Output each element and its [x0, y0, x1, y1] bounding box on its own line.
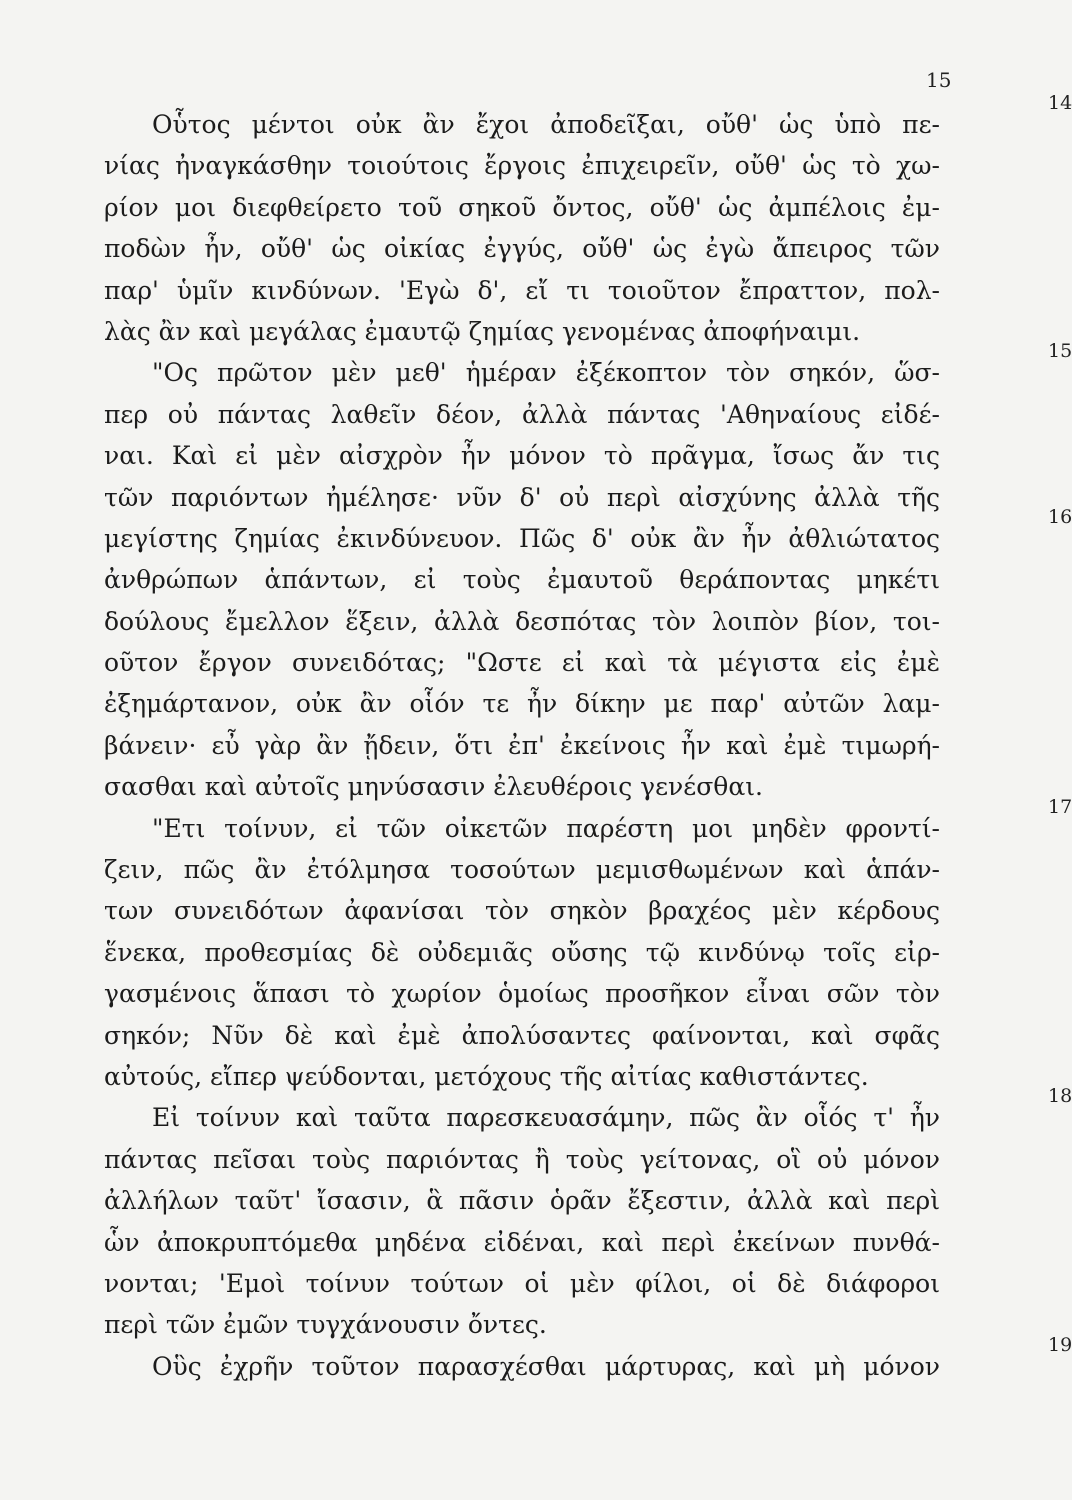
text-line	[104, 477, 940, 518]
text-line-content: τῶν παριόντων ἠμέλησε· νῦν δ' οὐ περὶ αἰσχύνης ἀλλὰ τῆς	[104, 482, 940, 512]
text-line	[104, 642, 940, 683]
text-line	[104, 1304, 940, 1345]
text-line-content: ρίον μοι διεφθείρετο τοῦ σηκοῦ ὄντος, οὔθ' ὡς ἀμπέλοις ἐμ-	[104, 192, 940, 222]
text-line	[104, 766, 940, 807]
text-line	[104, 683, 940, 724]
text-line-content: μεγίστης ζημίας ἐκινδύνευον. Πῶς δ' οὐκ ἂν ἦν ἀθλιώτατος	[104, 523, 940, 553]
text-line	[104, 311, 940, 352]
text-line	[104, 1015, 940, 1056]
text-line	[104, 187, 940, 228]
section-number: 15	[1048, 340, 1072, 363]
text-line	[104, 435, 940, 476]
text-line-content: σηκόν; Νῦν δὲ καὶ ἐμὲ ἀπολύσαντες φαίνονται, καὶ σφᾶς	[104, 1020, 940, 1050]
text-line-content: "Ος πρῶτον μὲν μεθ' ἡμέραν ἐξέκοπτον τὸν σηκόν, ὥσ-	[152, 358, 940, 388]
text-line-content: ἐξημάρτανον, οὐκ ἂν οἷόν τε ἦν δίκην με παρ' αὐτῶν λαμ-	[104, 689, 940, 719]
text-line	[104, 849, 940, 890]
text-line	[104, 932, 940, 973]
text-line	[104, 228, 940, 269]
section-number: 16	[1048, 505, 1072, 528]
text-line-content: "Ετι τοίνυν, εἰ τῶν οἰκετῶν παρέστη μοι μηδὲν φροντί-	[152, 813, 940, 843]
text-line-content: των συνειδότων ἀφανίσαι τὸν σηκὸν βραχέος μὲν κέρδους	[104, 896, 940, 926]
text-line	[104, 1222, 940, 1263]
text-line	[104, 1333, 1072, 1387]
text-line-content: γασμένοις ἅπασι τὸ χωρίον ὁμοίως προσῆκον εἶναι σῶν τὸν	[104, 979, 940, 1009]
text-line	[104, 1180, 940, 1221]
text-line-content: παρ' ὑμῖν κινδύνων. 'Εγὼ δ', εἴ τι τοιοῦτον ἔπραττον, πολ-	[104, 275, 940, 305]
text-line-content: βάνειν· εὖ γὰρ ἂν ᾔδειν, ὅτι ἐπ' ἐκείνοις ἦν καὶ ἐμὲ τιμωρή-	[104, 730, 940, 760]
text-line-content: ἀλλήλων ταῦτ' ἴσασιν, ἃ πᾶσιν ὁρᾶν ἔξεστιν, ἀλλὰ καὶ περὶ	[104, 1186, 940, 1216]
text-line-content: περ οὐ πάντας λαθεῖν δέον, ἀλλὰ πάντας 'Αθηναίους εἰδέ-	[104, 399, 940, 429]
text-line-content: περὶ τῶν ἐμῶν τυγχάνουσιν ὄντες.	[104, 1310, 547, 1340]
text-line	[104, 92, 1072, 145]
text-line	[104, 1139, 940, 1180]
text-line-content: οῦτον ἔργον συνειδότας; "Ωστε εἰ καὶ τὰ μέγιστα εἰς ἐμὲ	[104, 648, 940, 678]
text-line-content: πάντας πεῖσαι τοὺς παριόντας ἢ τοὺς γείτονας, οἳ οὐ μόνον	[104, 1144, 940, 1174]
text-line-content: σασθαι καὶ αὐτοῖς μηνύσασιν ἐλευθέροις γενέσθαι.	[104, 772, 763, 802]
text-line-content: νονται; 'Εμοὶ τοίνυν τούτων οἱ μὲν φίλοι, οἱ δὲ διάφοροι	[104, 1268, 940, 1298]
text-line-content: ποδὼν ἦν, οὔθ' ὡς οἰκίας ἐγγύς, οὔθ' ὡς ἐγὼ ἄπειρος τῶν	[104, 234, 940, 264]
section-number: 14	[1048, 92, 1072, 114]
text-line	[104, 1056, 940, 1097]
text-line	[104, 725, 940, 766]
text-line-content: δούλους ἔμελλον ἕξειν, ἀλλὰ δεσπότας τὸν λοιπὸν βίον, τοι-	[104, 606, 940, 636]
text-line	[104, 340, 1072, 393]
text-line-content: Οὗτος μέντοι οὐκ ἂν ἔχοι ἀποδεῖξαι, οὔθ' ὡς ὑπὸ πε-	[152, 110, 940, 139]
section-number: 18	[1048, 1085, 1072, 1108]
text-line-content: λὰς ἂν καὶ μεγάλας ἐμαυτῷ ζημίας γενομένας ἀποφήναιμι.	[104, 316, 861, 346]
text-line	[104, 1085, 1072, 1138]
section-number: 19	[1048, 1333, 1072, 1356]
text-line-content: Οὓς ἐχρῆν τοῦτον παρασχέσθαι μάρτυρας, καὶ μὴ μόνον	[152, 1351, 940, 1381]
text-line-content: ἕνεκα, προθεσμίας δὲ οὐδεμιᾶς οὔσης τῷ κινδύνῳ τοῖς εἰρ-	[104, 937, 940, 967]
text-line	[104, 795, 1072, 849]
text-line-content: ὧν ἀποκρυπτόμεθα μηδένα εἰδέναι, καὶ περὶ ἐκείνων πυνθά-	[104, 1227, 940, 1257]
text-line-content: ναι. Καὶ εἰ μὲν αἰσχρὸν ἦν μόνον τὸ πρᾶγμα, ἴσως ἄν τις	[104, 441, 940, 471]
text-line	[104, 601, 940, 642]
text-line	[104, 1263, 940, 1304]
section-number: 17	[1048, 795, 1072, 818]
text-line	[104, 890, 940, 931]
text-line-content: ἀνθρώπων ἁπάντων, εἰ τοὺς ἐμαυτοῦ θεράποντας μηκέτι	[104, 565, 940, 595]
text-line	[104, 559, 940, 600]
text-line	[104, 394, 940, 435]
text-line-content: αὐτούς, εἴπερ ψεύδονται, μετόχους τῆς αἰτίας καθιστάντες.	[104, 1061, 869, 1091]
body-text	[104, 92, 1072, 1387]
text-line	[104, 270, 940, 311]
text-line	[104, 505, 1072, 559]
text-line	[104, 973, 940, 1014]
text-line	[104, 145, 940, 186]
text-line-content: νίας ἠναγκάσθην τοιούτοις ἔργοις ἐπιχειρεῖν, οὔθ' ὡς τὸ χω-	[104, 151, 940, 181]
text-line-content: Εἰ τοίνυν καὶ ταῦτα παρεσκευασάμην, πῶς ἂν οἷός τ' ἦν	[152, 1103, 940, 1133]
text-line-content: ζειν, πῶς ἂν ἐτόλμησα τοσούτων μεμισθωμένων καὶ ἁπάν-	[104, 855, 940, 885]
page-number: 15	[926, 68, 952, 92]
